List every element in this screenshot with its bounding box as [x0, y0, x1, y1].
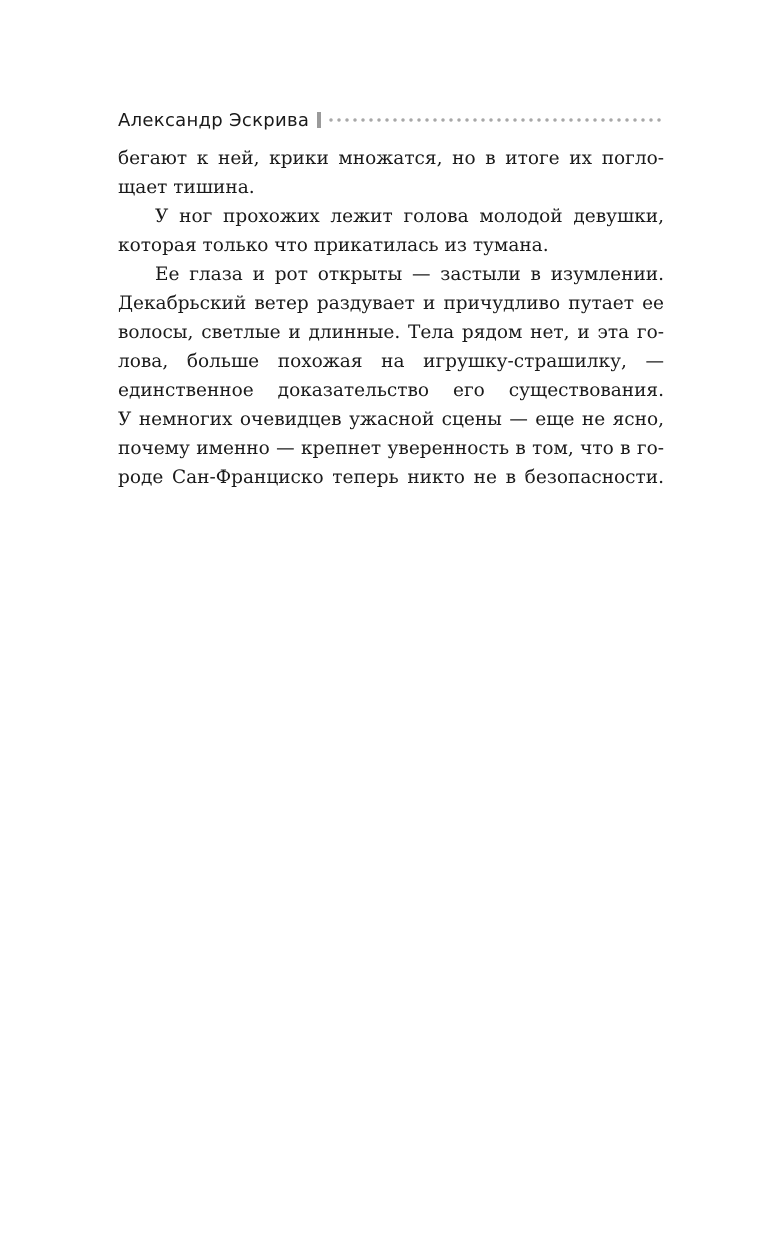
text-line: бегают к ней, крики множатся, но в итоге их погло-	[118, 148, 664, 169]
body-text	[118, 144, 664, 492]
text-line: волосы, светлые и длинные. Тела рядом нет, и эта го-	[118, 322, 664, 343]
running-head	[118, 107, 664, 133]
text-line: которая только что прикатилась из тумана.	[118, 235, 549, 256]
text-line: У ног прохожих лежит голова молодой девушки,	[155, 206, 664, 227]
running-head-author: Александр Эскрива	[118, 109, 310, 131]
text-line: роде Сан-Франциско теперь никто не в безопасности.	[118, 467, 664, 488]
text-line: У немногих очевидцев ужасной сцены — еще не ясно,	[118, 409, 664, 430]
paragraph	[118, 144, 664, 202]
paragraph	[118, 202, 664, 260]
text-line: щает тишина.	[118, 177, 255, 198]
text-line: единственное доказательство его существования.	[118, 380, 664, 401]
running-head-bar	[317, 112, 321, 128]
text-line: почему именно — крепнет уверенность в том, что в го-	[118, 438, 664, 459]
running-head-dotted-rule	[327, 118, 664, 122]
text-line: Декабрьский ветер раздувает и причудливо путает ее	[118, 293, 664, 314]
text-line: Ее глаза и рот открыты — застыли в изумлении.	[155, 264, 664, 285]
paragraph	[118, 260, 664, 492]
text-line: лова, больше похожая на игрушку-страшилку, —	[118, 351, 664, 372]
